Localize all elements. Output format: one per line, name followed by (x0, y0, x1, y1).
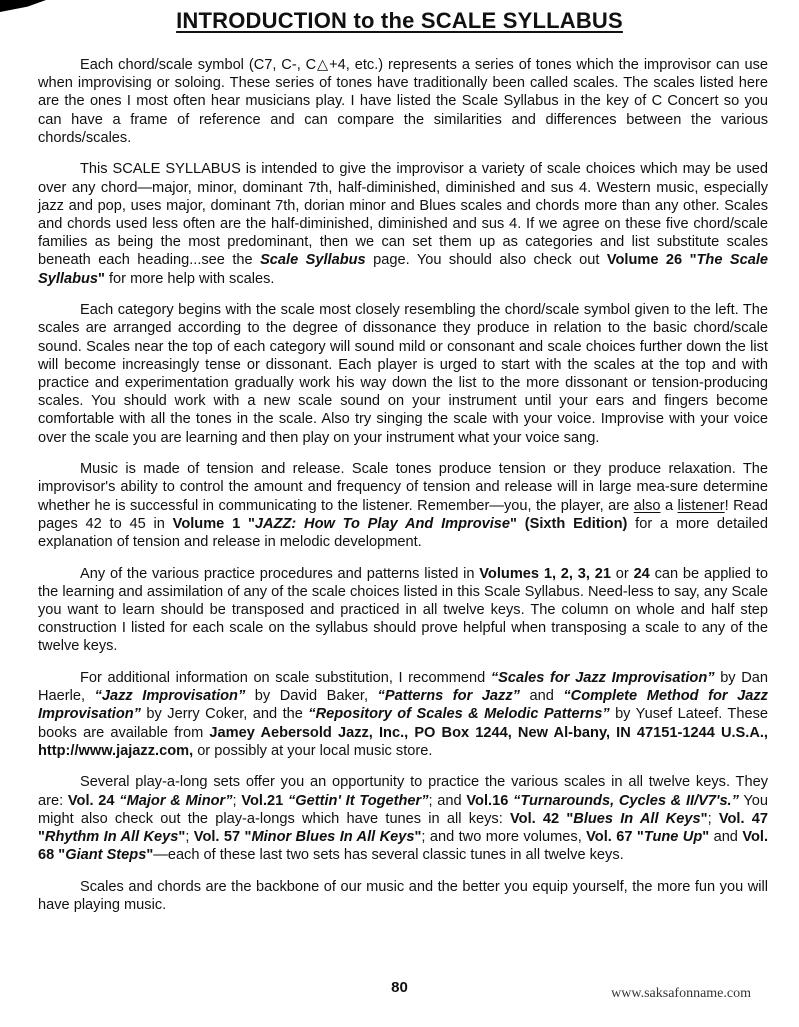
volume-24-number: 24 (633, 565, 650, 582)
volume-26-title: The Scale Syllabus (38, 252, 769, 287)
book-title: “Repository of Scales & Melodic Patterns” (308, 706, 610, 723)
volume-title: “Major & Minor” (119, 792, 233, 809)
text-run: ! Read pages 42 to 45 in (38, 497, 768, 532)
paragraph-4 (38, 460, 768, 551)
volume-number: Vol. 47 " (38, 810, 768, 846)
text-run: ; and two more volumes, (421, 829, 587, 846)
text-run: ; (707, 810, 719, 827)
paragraph-8: Scales and chords are the backbone of our music and the better you equip yourself, the more fun you will have playing music. (38, 878, 768, 914)
text-run: can be applied to the learning and assimilation of any of the scale choices listed in this Scale Syllabus. Need-less to say, any Scale you want to learn should be transposed and practiced in all twelve keys. The column on whole and half step construction I listed for each scale on the syllabus should prove helpful when transposing a scale to any of the twelve keys. (38, 565, 768, 655)
quote-mark: " (178, 829, 186, 846)
volume-number: Vol. 24 (67, 792, 120, 809)
volume-title: Minor Blues In All Keys (251, 829, 415, 846)
paragraph-6 (38, 669, 768, 760)
volume-number: Vol.21 (241, 792, 288, 809)
paragraph-3: Each category begins with the scale most closely resembling the chord/scale symbol given to the left. The scales are arranged according to the degree of dissonance they produce in relation to the basic chord/scale sound. Scales near the top of each category will sound mild or consonant and scale choices further down the list will become increasingly tense or dissonant. Each player is urged to start with the scales at the top and with practice and experimentation gradually work his way down the list to the more dissonant or tension-producing scales. You should work with a new scale sound on your instrument until your ears and fingers become comfortable with all the tones in the scale. Also try singing the scale with your voice. Improvise with your voice over the scale you are learning and then play on your instrument what your voice sang. (38, 302, 768, 446)
text-run: for a more detailed explanation of tension and release in melodic development. (38, 515, 769, 551)
quote-mark: " (98, 270, 105, 287)
text-run: and (709, 829, 743, 846)
volume-1-title: JAZZ: How To Play And Improvise (254, 515, 511, 532)
publisher-address: Jamey Aebersold Jazz, Inc., PO Box 1244, New Al-bany, IN 47151-1244 U.S.A., http://www.jajazz.com, (38, 724, 768, 759)
text-run: Several play-a-long sets offer you an opportunity to practice the various scales in all twelve keys. They are: (38, 774, 768, 809)
volume-title: “Gettin' It Together” (288, 792, 429, 809)
volume-number: Vol.16 (466, 792, 514, 809)
text-run: by Yusef Lateef. These books are available from (38, 706, 768, 741)
quote-mark: " (702, 829, 710, 846)
text-run: ; and (428, 792, 467, 809)
quote-mark: " (146, 847, 154, 864)
text-run: page. You should also check out (365, 252, 607, 269)
body-text (38, 56, 768, 914)
text-run: ; (232, 792, 242, 809)
volume-26-reference: Volume 26 " (606, 252, 697, 269)
underlined-also: also (633, 497, 661, 514)
book-title: “Scales for Jazz Improvisation” (490, 670, 715, 687)
quote-mark: " (700, 810, 708, 827)
volume-title: Tune Up (643, 829, 703, 846)
text-run: For additional information on scale substitution, I recommend (80, 670, 491, 687)
edition-note: " (Sixth Edition) (510, 515, 628, 532)
volume-title: Blues In All Keys (573, 810, 701, 827)
text-run: or (610, 565, 634, 582)
text-run: a (660, 497, 678, 514)
volume-number: Vol. 67 " (586, 829, 644, 846)
underlined-listener: listener (677, 497, 725, 514)
paragraph-5 (38, 565, 768, 656)
paragraph-1: Each chord/scale symbol (C7, C-, C△+4, etc.) represents a series of tones which the improvisor can use when improvising or soloing. These series of tones have traditionally been called scales. The scales listed here are the ones I most often hear musicians play. I have listed the Scale Syllabus in the key of C Concert so you can have a frame of reference and can compare the similarities and differences between the various chords/scales. (38, 57, 768, 146)
text-run: by Dan Haerle, (38, 670, 768, 705)
volume-title: Rhythm In All Keys (44, 829, 179, 846)
book-title: “Complete Method for Jazz Improvisation” (38, 688, 768, 723)
quote-mark: " (414, 829, 422, 846)
volume-number: Vol. 42 " (510, 810, 574, 827)
text-run: ; (185, 829, 194, 846)
text-run: by David Baker, (245, 688, 378, 705)
text-run: —each of these last two sets has several classic tunes in all twelve keys. (153, 847, 624, 864)
volume-number: Vol. 68 " (38, 829, 769, 864)
page-title: INTRODUCTION to the SCALE SYLLABUS (176, 8, 623, 33)
book-title: “Patterns for Jazz” (377, 688, 520, 705)
paragraph-2 (38, 160, 768, 287)
paragraph-7 (38, 773, 768, 864)
text-run: for more help with scales. (104, 270, 275, 287)
volumes-reference: Volumes 1, 2, 3, 21 (479, 565, 611, 582)
volume-title: Giant Steps (65, 847, 147, 864)
page-number: 80 (391, 979, 408, 996)
volume-number: Vol. 57 " (193, 829, 252, 846)
book-title: “Jazz Improvisation” (94, 688, 246, 705)
scale-syllabus-reference: Scale Syllabus (260, 252, 366, 269)
text-run: This SCALE SYLLABUS is intended to give the improvisor a variety of scale choices which may be used over any chord—major, minor, dominant 7th, half-diminished, diminished and sus 4. Western music, especially jazz and pop, uses major, dominant 7th, dorian minor and Blues scales and chords more than any other. Scales and chords used less often are the half-diminished, diminished and sus 4. If we agree on these five chord/scale families as being the most predominant, then we can set them up as categories and list substitute scales beneath each heading...see the (38, 161, 768, 269)
volume-1-reference: Volume 1 " (172, 515, 255, 532)
volume-title: “Turnarounds, Cycles & II/V7's.” (513, 792, 739, 809)
text-run: by Jerry Coker, and the (140, 706, 309, 723)
text-run: Music is made of tension and release. Scale tones produce tension or they produce relaxation. The improvisor's ability to control the amount and frequency of tension and release will in large mea-sure determine whether he is successful in communicating to the listener. Remember—you, the player, are (38, 461, 768, 514)
text-run: or possibly at your local music store. (193, 742, 433, 759)
text-run: You might also check out the play-a-longs which have tunes in all keys: (38, 792, 769, 827)
website-watermark: www.saksafonname.com (611, 986, 751, 1001)
text-run: and (519, 688, 564, 705)
text-run: Any of the various practice procedures and patterns listed in (80, 565, 480, 582)
